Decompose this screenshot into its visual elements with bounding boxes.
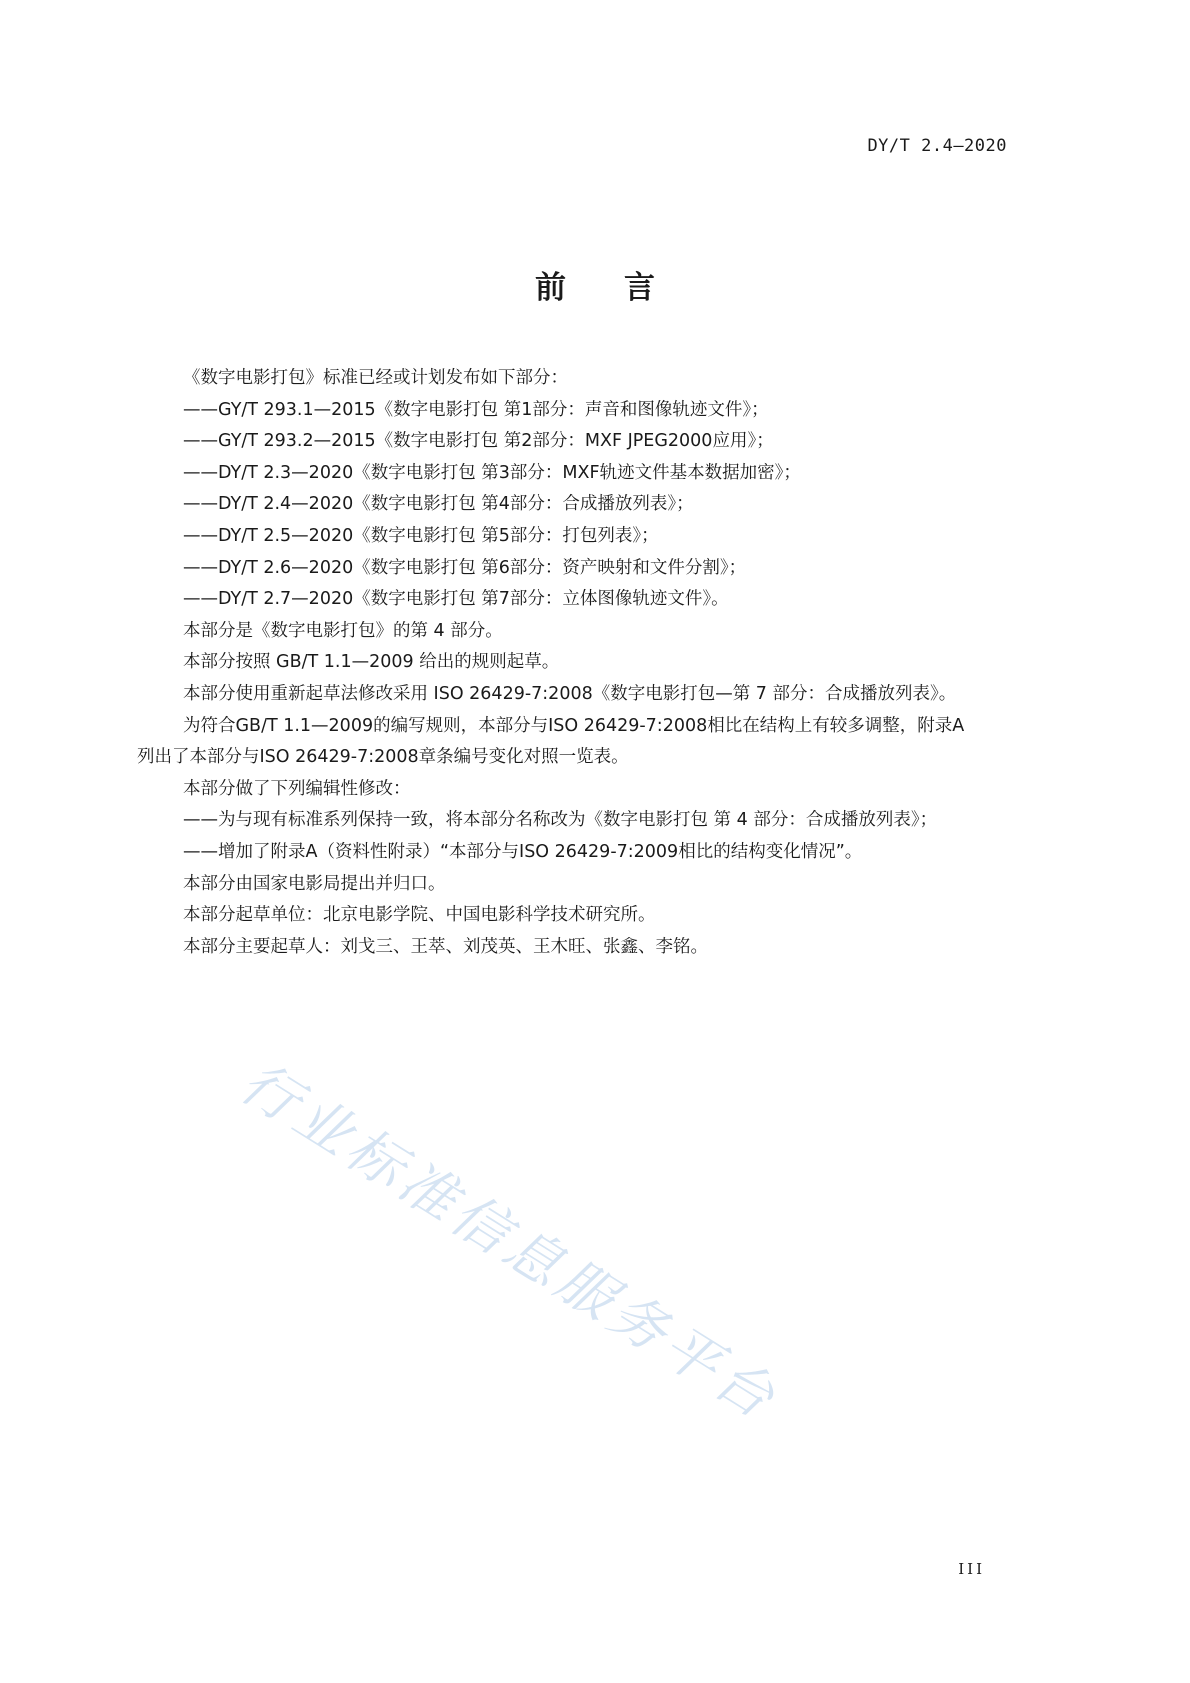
text-line: 《数字电影打包》标准已经或计划发布如下部分： xyxy=(183,368,568,388)
text-line: 本部分主要起草人：刘戈三、王萃、刘茂英、王木旺、张鑫、李铭。 xyxy=(183,936,708,957)
text-line: 本部分使用重新起草法修改采用 ISO 26429-7:2008《数字电影打包—第 7 部分：合成播放列表》。 xyxy=(183,683,957,704)
list-item: ——为与现有标准系列保持一致，将本部分名称改为《数字电影打包 第 4 部分：合成播放列表》； xyxy=(183,810,938,831)
page-title: 前言 xyxy=(535,270,713,306)
list-item: ——DY/T 2.3—2020《数字电影打包 第3部分：MXF轨迹文件基本数据加密》； xyxy=(183,462,801,483)
list-item: ——DY/T 2.7—2020《数字电影打包 第7部分：立体图像轨迹文件》。 xyxy=(183,589,729,610)
text-line: 本部分起草单位：北京电影学院、中国电影科学技术研究所。 xyxy=(183,905,656,926)
text-line: 本部分是《数字电影打包》的第 4 部分。 xyxy=(183,620,503,641)
list-item: ——DY/T 2.5—2020《数字电影打包 第5部分：打包列表》； xyxy=(183,525,659,546)
text-line-continued: 列出了本部分与ISO 26429-7:2008章条编号变化对照一览表。 xyxy=(137,747,629,768)
list-item: ——DY/T 2.6—2020《数字电影打包 第6部分：资产映射和文件分割》； xyxy=(183,557,747,578)
list-item: ——DY/T 2.4—2020《数字电影打包 第4部分：合成播放列表》； xyxy=(183,494,694,515)
watermark: 行业标准信息服务平台 xyxy=(229,1050,790,1434)
list-item: ——增加了附录A（资料性附录）“本部分与ISO 26429-7:2009相比的结构变化情况”。 xyxy=(183,841,863,862)
foreword-body xyxy=(137,363,1083,963)
standard-code: DY/T 2.4—2020 xyxy=(867,136,1007,156)
page-number: III xyxy=(958,1560,985,1578)
list-item: ——GY/T 293.2—2015《数字电影打包 第2部分：MXF JPEG2000应用》； xyxy=(183,431,774,452)
text-line: 本部分由国家电影局提出并归口。 xyxy=(183,873,446,894)
list-item: ——GY/T 293.1—2015《数字电影打包 第1部分：声音和图像轨迹文件》； xyxy=(183,399,769,420)
text-line: 为符合GB/T 1.1—2009的编写规则，本部分与ISO 26429-7:2008相比在结构上有较多调整，附录A xyxy=(183,715,965,736)
text-line: 本部分做了下列编辑性修改： xyxy=(183,778,411,799)
text-line: 本部分按照 GB/T 1.1—2009 给出的规则起草。 xyxy=(183,652,560,673)
